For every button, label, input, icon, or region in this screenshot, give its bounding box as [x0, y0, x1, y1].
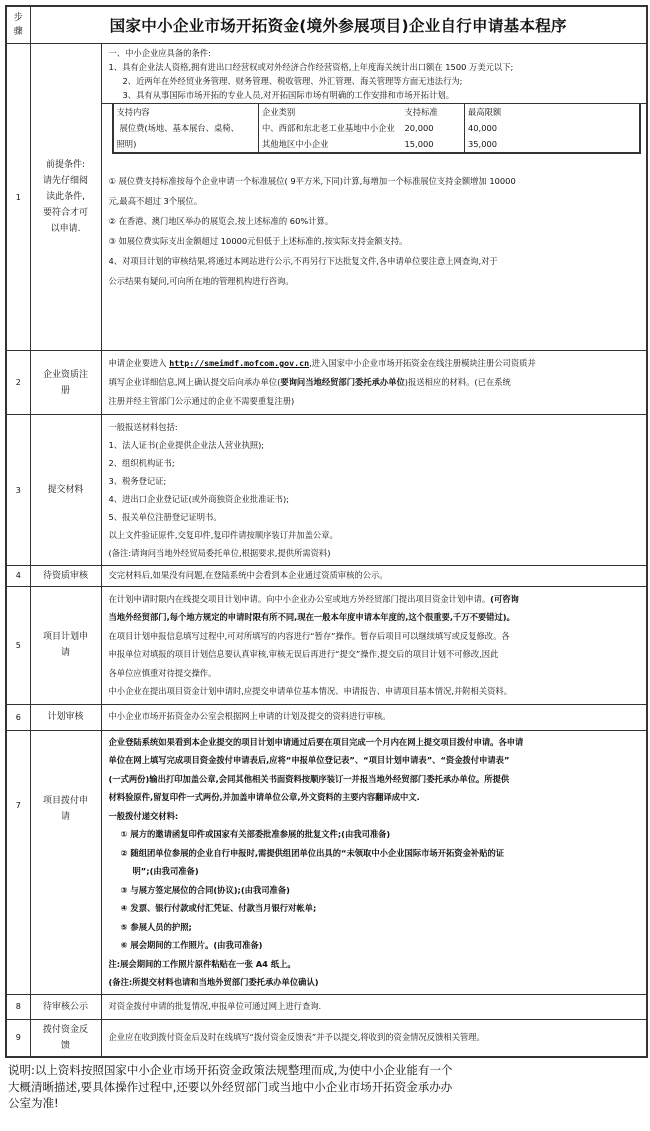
disbursement-item: ⑤ 参展人员的护照;	[120, 921, 192, 932]
text-line: (备注:请询问当地外经贸局委托单位,根据要求,提供所需资料)	[108, 548, 331, 558]
registration-link[interactable]: http://smeimdf.mofcom.gov.cn	[169, 358, 310, 368]
support-table-row	[113, 104, 640, 153]
step-content	[101, 994, 647, 1019]
step-label-line: 项目拨付申	[42, 795, 88, 806]
step-header-char-2: 骤	[13, 27, 23, 37]
material-item: 1、法人证书(企业提供企业法人营业执照);	[108, 440, 265, 450]
page-title: 国家中小企业市场开拓资金(境外参展项目)企业自行申请基本程序	[30, 6, 647, 44]
conditions-heading: 一、中小企业应具备的条件:	[108, 48, 211, 58]
step-content	[101, 351, 647, 415]
step-number: 9	[6, 1019, 30, 1057]
support-standard-cell: 15,000	[404, 139, 434, 149]
text-line: 中小企业市场开拓资金办公室会根据网上申请的计划及提交的资料进行审核。	[108, 711, 391, 722]
step-label-line: 前提条件:	[45, 160, 86, 170]
step-row-9	[6, 1019, 647, 1057]
text-fragment: 申请企业要进入	[108, 358, 170, 368]
step-row-4	[6, 566, 647, 587]
support-table-header: 最高限额	[468, 107, 502, 117]
step-number: 1	[6, 44, 30, 351]
support-note: ① 展位费支持标准按每个企业申请一个标准展位( 9平方米,下同)计算,每增加一个标准展位支持金额增加 10000	[108, 176, 516, 186]
support-content-cell: 照明)	[116, 139, 137, 149]
text-line: 一般拨付递交材料:	[108, 810, 179, 821]
condition-item: 1、具有企业法人资格,拥有进出口经营权或对外经济合作经营资格,上年度海关统计出口额在 1500 万美元以下;	[108, 62, 514, 72]
support-table-header: 支持内容	[116, 107, 150, 117]
procedure-table	[5, 5, 648, 1058]
step-header-char-1: 步	[13, 13, 23, 23]
step-label-line: 待审核公示	[42, 1001, 88, 1012]
emphasis-text: 当地外经贸部门,每个地方规定的申请时限有所不同,现在一般本年度申请本年度的,这个很重要,千万不要错过)。	[108, 612, 515, 622]
step-label-line: 馈	[60, 1040, 70, 1051]
support-note: ② 在香港、澳门地区举办的展览会,按上述标准的 60%计算。	[108, 216, 334, 226]
step-label	[30, 44, 101, 351]
text-line: 注册并经主管部门公示通过的企业不需要重复注册)	[108, 396, 295, 406]
step-row-7	[6, 730, 647, 994]
step-label-line: 拨付资金反	[42, 1024, 88, 1035]
step-content	[101, 44, 647, 351]
step-label-line: 以申请.	[50, 224, 81, 234]
step-row-3	[6, 415, 647, 566]
disbursement-item: ③ 与展方签定展位的合同(协议);(由我司准备)	[120, 884, 290, 895]
support-note: 公示结果有疑问,可向所在地的管理机构进行咨询。	[108, 276, 294, 286]
text-fragment: 在计划申请时限内在线提交项目计划申请。向中小企业办公室或地方外经贸部门提出项目资金计划申请。	[108, 593, 491, 604]
material-item: 4、进出口企业登记证(或外商独资企业批准证书);	[108, 494, 289, 504]
material-item: 3、税务登记证;	[108, 476, 167, 486]
text-line: 中小企业在提出项目资金计划申请时,应提交申请单位基本情况、申请报告、申请项目基本情况,并附相关资料。	[108, 686, 513, 696]
step-label-line: 请	[60, 811, 70, 822]
disbursement-item: ① 展方的邀请函复印件或国家有关部委批准参展的批复文件;(由我司准备)	[120, 829, 391, 839]
step-label	[30, 351, 101, 415]
text-line: 在项目计划申报信息填写过程中,可对所填写的内容进行“暂存”操作。暂存后项目可以继续填写或反复修改。各	[108, 630, 510, 641]
text-line: 以上文件验证原件,交复印件,复印件请按顺序装订并加盖公章。	[108, 530, 338, 540]
text-line: 对资金拨付申请的批复情况,申报单位可通过网上进行查询.	[108, 1000, 322, 1011]
text-line: 单位在网上填写完成项目资金拨付申请表后,应将“申报单位登记表”、“项目计划申请表”、“资金拨付申请表”	[108, 755, 510, 765]
step-content	[101, 704, 647, 730]
text-line: (备注:所提交材料也请和当地外贸部门委托承办单位确认)	[108, 977, 319, 987]
step-content	[101, 730, 647, 994]
step-label-line: 要符合才可	[42, 208, 88, 218]
condition-item: 2、近两年在外经贸业务管理、财务管理、税收管理、外汇管理、海关管理等方面无违法行为;	[122, 76, 463, 86]
text-line: 材料验原件,留复印件一式两份,并加盖申请单位公章,外文资料的主要内容翻译成中文.	[108, 792, 420, 802]
text-line: 一般报送材料包括:	[108, 422, 178, 432]
step-content	[101, 586, 647, 704]
support-content-cell: 展位费(场地、基本展台、桌椅、	[119, 123, 239, 133]
support-max-cell: 40,000	[468, 123, 498, 133]
disbursement-item: ⑥ 展会期间的工作照片。(由我司准备)	[120, 940, 263, 950]
text-line: (一式两份)输出打印加盖公章,会同其他相关书面资料按顺序装订一并报当地外经贸部门委托承办单位。所提供	[108, 773, 510, 784]
support-note: 元,最高不超过 3个展位。	[108, 196, 203, 206]
support-standard-cell: 20,000	[404, 123, 434, 133]
step-label-line: 企业资质注	[42, 369, 88, 380]
material-item: 2、组织机构证书;	[108, 458, 175, 468]
step-number: 4	[6, 566, 30, 587]
support-table-header: 支持标准	[404, 107, 438, 117]
step-label	[30, 1019, 101, 1057]
text-line: 申报单位对填报的项目计划信息要认真审核,审核无误后再进行“提交”操作,提交后的项目计划不可修改,因此	[108, 649, 499, 659]
text-line: 企业登陆系统如果看到本企业提交的项目计划申请通过后要在项目完成一个月内在网上提交项目拨付申请。各申请	[108, 736, 524, 747]
step-row-8	[6, 994, 647, 1019]
support-notes	[109, 171, 641, 291]
support-category-cell: 其他地区中小企业	[262, 139, 329, 149]
footnote-line: 说明:以上资料按照国家中小企业市场开拓资金政策法规整理而成,为使中小企业能有一个	[8, 1063, 453, 1077]
step-label	[30, 566, 101, 587]
step-number: 6	[6, 704, 30, 730]
step-label-line: 项目计划申	[42, 632, 88, 642]
step-label	[30, 415, 101, 566]
step-number: 7	[6, 730, 30, 994]
text-line: 交完材料后,如果没有问题,在登陆系统中会看到本企业通过资质审核的公示。	[108, 570, 388, 580]
step-content	[101, 1019, 647, 1057]
step-label-line: 读此条件,	[46, 192, 85, 202]
step-label-line: 请先仔细阅	[42, 176, 88, 186]
material-item: 5、报关单位注册登记证明书。	[108, 512, 222, 522]
step-label-line: 计划审核	[47, 712, 84, 722]
support-standard-table	[112, 104, 641, 154]
step-label	[30, 994, 101, 1019]
step-label-line: 册	[60, 385, 70, 396]
support-note: ③ 如展位费实际支出金额超过 10000元但低于上述标准的,按实际支持金额支持。	[108, 236, 408, 246]
step-row-2	[6, 351, 647, 415]
text-fragment: ,进入国家中小企业市场开拓资金在线注册模块注册公司资质并	[309, 358, 536, 368]
step-content	[101, 415, 647, 566]
step-content	[101, 566, 647, 587]
disbursement-item: ④ 发票、银行付款或付汇凭证、付款当月银行对帐单;	[120, 903, 317, 913]
support-table-header: 企业类别	[262, 107, 296, 117]
footnote-line: 大概清晰描述,要具体操作过程中,还要以外经贸部门或当地中小企业市场开拓资金承办办	[8, 1079, 453, 1094]
text-line: 各单位应慎重对待提交操作。	[108, 667, 217, 678]
support-max-cell: 35,000	[468, 139, 498, 149]
header-row	[6, 6, 647, 44]
text-fragment: 填写企业详细信息,网上确认提交后向承办单位(	[108, 377, 281, 387]
disbursement-item: 明”;(由我司准备)	[132, 866, 199, 876]
text-line: 企业应在收到拨付资金后及时在线填写“拨付资金反馈表”并予以提交,将收到的资金情况反馈相关管理。	[108, 1032, 485, 1042]
condition-item: 3、具有从事国际市场开拓的专业人员,对开拓国际市场有明确的工作安排和市场开拓计划。	[122, 90, 454, 100]
emphasis-text: 要询问当地经贸部门委托承办单位	[280, 377, 405, 387]
procedure-document	[5, 5, 646, 1058]
emphasis-text: (可咨询	[490, 593, 519, 604]
step-row-1	[6, 44, 647, 351]
step-label-line: 请	[60, 648, 70, 658]
step-label-line: 待资质审核	[42, 570, 88, 581]
step-label-line: 提交材料	[47, 485, 84, 495]
step-label	[30, 704, 101, 730]
conditions-block	[102, 46, 647, 104]
footnote	[8, 1062, 588, 1112]
step-label	[30, 730, 101, 994]
disbursement-item: ② 随组团单位参展的企业自行申报时,需提供组团单位出具的“未领取中小企业国际市场开拓资金补贴的证	[120, 847, 505, 858]
text-fragment: )报送相应的材料。(已在系统	[404, 377, 511, 387]
support-category-cell: 中、西部和东北老工业基地中小企业	[262, 123, 395, 133]
text-line: 注:展会期间的工作照片原件粘贴在一张 A4 纸上。	[108, 958, 296, 969]
step-number: 3	[6, 415, 30, 566]
step-row-5	[6, 586, 647, 704]
step-row-6	[6, 704, 647, 730]
step-label	[30, 586, 101, 704]
step-number: 2	[6, 351, 30, 415]
step-column-header	[6, 6, 30, 44]
support-note: 4、对项目计划的审核结果,将通过本网站进行公示,不再另行下达批复文件,各申请单位要注意上网查询,对于	[108, 256, 498, 266]
step-number: 5	[6, 586, 30, 704]
step-number: 8	[6, 994, 30, 1019]
footnote-line: 公室为准!	[8, 1096, 59, 1110]
